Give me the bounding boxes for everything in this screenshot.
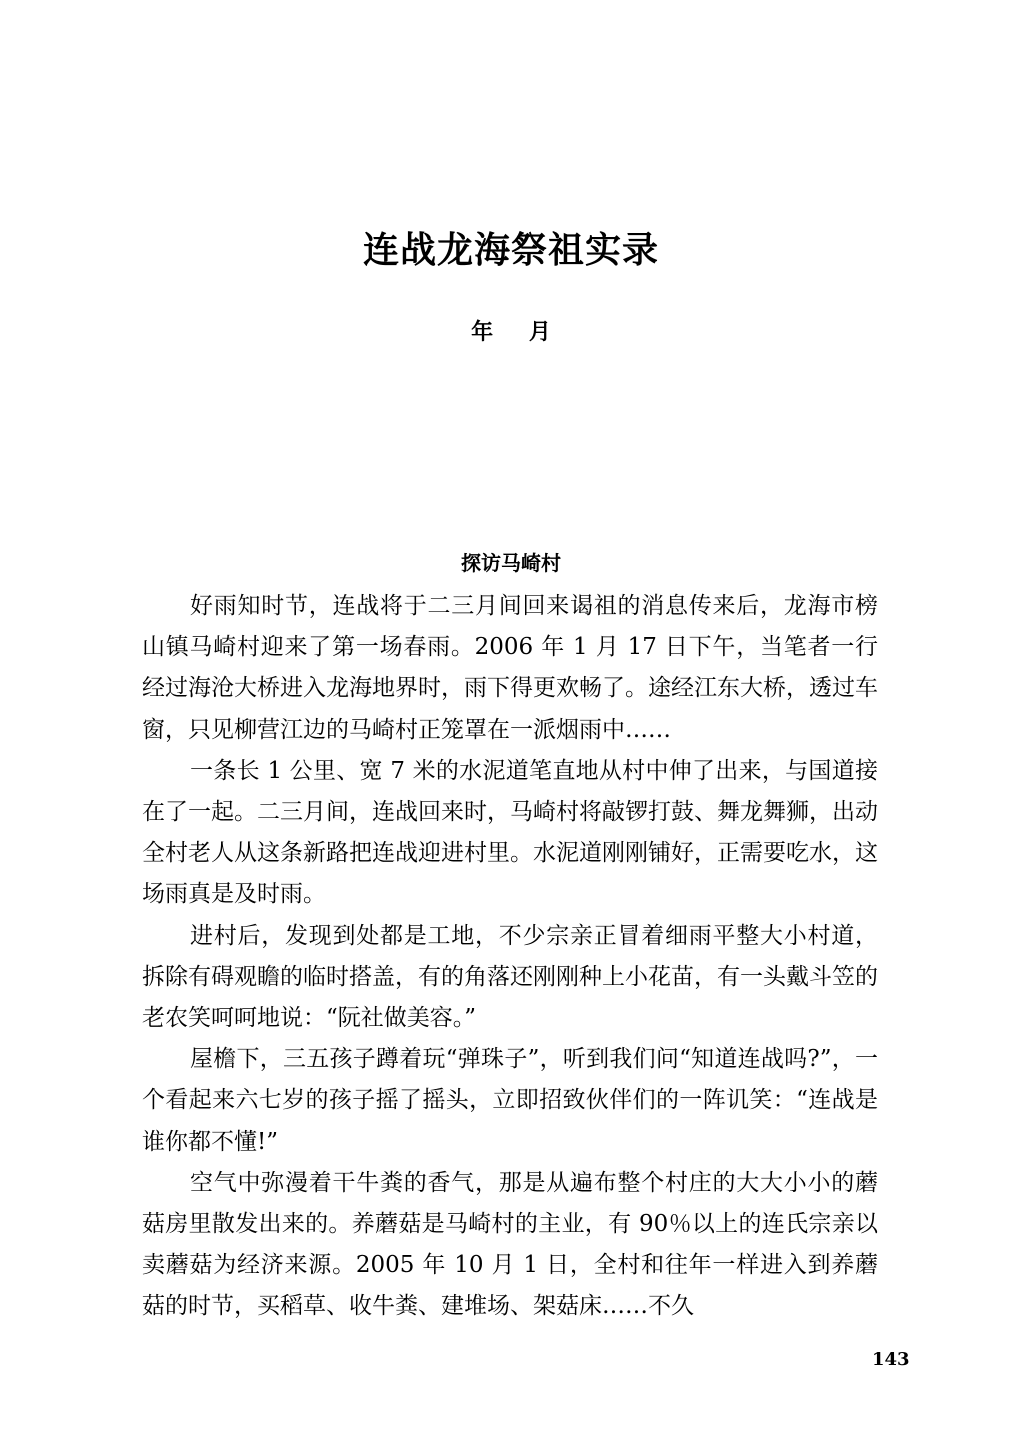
paragraph: 进村后，发现到处都是工地，不少宗亲正冒着细雨平整大小村道，拆除有碍观瞻的临时搭盖，有的角落还刚刚种上小花苗，有一头戴斗笠的老农笑呵呵地说：“阮社做美容。”: [142, 922, 878, 1032]
article-body: [142, 586, 878, 1328]
paragraph: 屋檐下，三五孩子蹲着玩“弹珠子”，听到我们问“知道连战吗?”，一个看起来六七岁的孩子摇了摇头，立即招致伙伴们的一阵讥笑：“连战是谁你都不懂!”: [142, 1046, 878, 1155]
article-title: 连战龙海祭祖实录: [362, 229, 659, 271]
article-author: 年 月: [471, 319, 551, 345]
page-number: 143: [872, 1349, 910, 1370]
section-heading: 探访马崎村: [461, 551, 561, 575]
paragraph: 好雨知时节，连战将于二三月间回来谒祖的消息传来后，龙海市榜山镇马崎村迎来了第一场春雨。2006 年 1 月 17 日下午，当笔者一行经过海沧大桥进入龙海地界时，雨下得更欢畅了。途经江东大桥，透过车窗，只见柳营江边的马崎村正笼罩在一派烟雨中……: [142, 593, 878, 743]
paragraph: 一条长 1 公里、宽 7 米的水泥道笔直地从村中伸了出来，与国道接在了一起。二三月间，连战回来时，马崎村将敲锣打鼓、舞龙舞狮，出动全村老人从这条新路把连战迎进村里。水泥道刚刚铺好，正需要吃水，这场雨真是及时雨。: [142, 757, 878, 908]
paragraph: 空气中弥漫着干牛粪的香气，那是从遍布整个村庄的大大小小的蘑菇房里散发出来的。养蘑菇是马崎村的主业，有 90％以上的连氏宗亲以卖蘑菇为经济来源。2005 年 10 月 1 日，全村和往年一样进入到养蘑菇的时节，买稻草、收牛粪、建堆场、架菇床……不久: [142, 1169, 878, 1320]
